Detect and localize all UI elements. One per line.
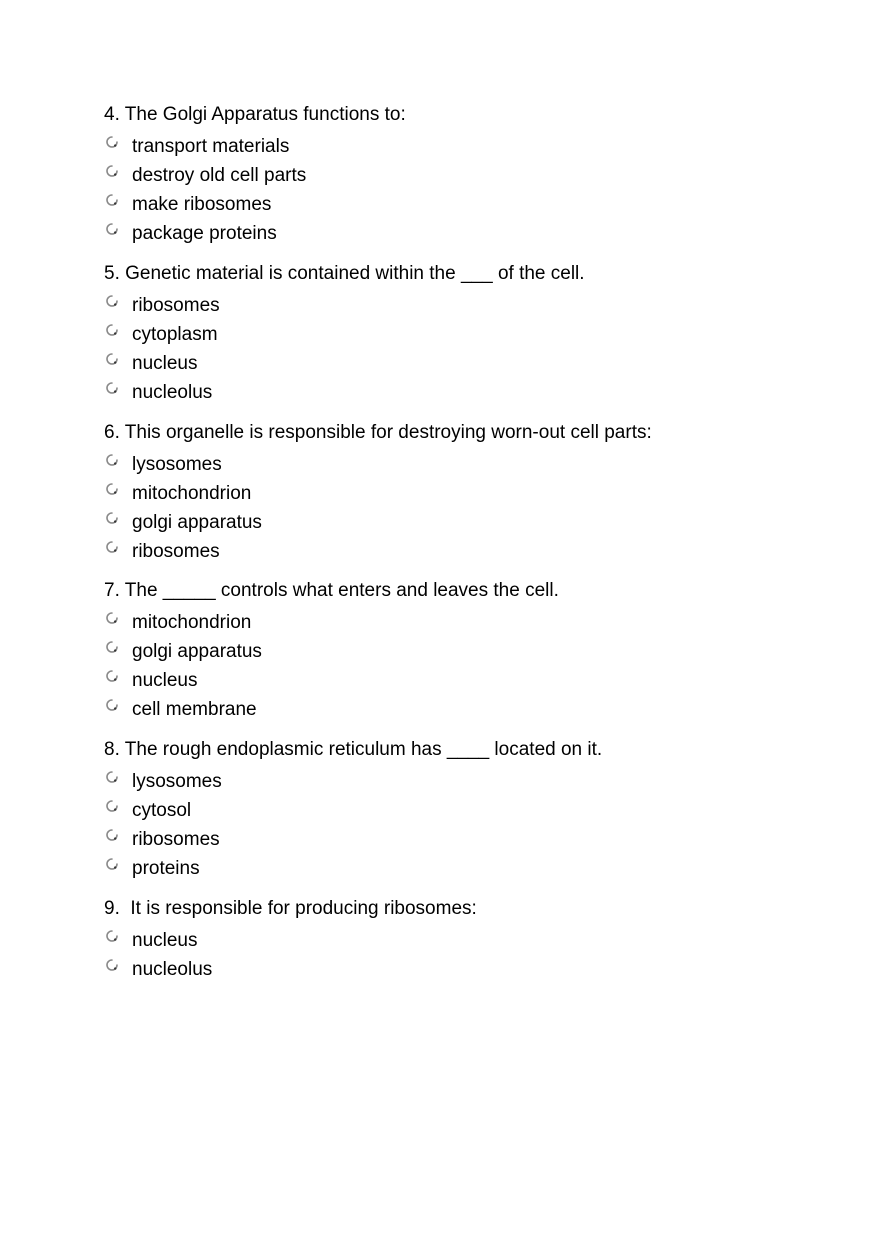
radio-ring-dot bbox=[114, 678, 116, 680]
radio-button-icon[interactable] bbox=[105, 770, 119, 784]
radio-ring-graphic bbox=[105, 294, 119, 308]
radio-button-icon[interactable] bbox=[105, 929, 119, 943]
option-item[interactable] bbox=[104, 537, 824, 566]
radio-ring-graphic bbox=[105, 799, 119, 813]
option-item[interactable] bbox=[104, 132, 824, 161]
question-text: 6. This organelle is responsible for destroying worn-out cell parts: bbox=[104, 422, 652, 443]
radio-button-icon[interactable] bbox=[105, 611, 119, 625]
option-item[interactable] bbox=[104, 508, 824, 537]
option-item[interactable] bbox=[104, 291, 824, 320]
option-label: package proteins bbox=[132, 222, 277, 244]
option-item[interactable] bbox=[104, 608, 824, 637]
question-8 bbox=[104, 738, 824, 883]
option-list bbox=[104, 132, 824, 248]
option-label: ribosomes bbox=[132, 540, 220, 562]
radio-button-icon[interactable] bbox=[105, 799, 119, 813]
radio-ring-dot bbox=[114, 332, 116, 334]
radio-button-icon[interactable] bbox=[105, 193, 119, 207]
option-item[interactable] bbox=[104, 955, 824, 984]
radio-ring-graphic bbox=[105, 381, 119, 395]
radio-ring-dot bbox=[114, 837, 116, 839]
radio-ring-dot bbox=[114, 967, 116, 969]
radio-ring-dot bbox=[114, 808, 116, 810]
radio-button-icon[interactable] bbox=[105, 482, 119, 496]
option-item[interactable] bbox=[104, 767, 824, 796]
radio-button-icon[interactable] bbox=[105, 164, 119, 178]
option-label: destroy old cell parts bbox=[132, 164, 307, 186]
radio-ring-graphic bbox=[105, 135, 119, 149]
question-text: 9. It is responsible for producing ribosomes: bbox=[104, 898, 477, 919]
radio-ring-graphic bbox=[105, 453, 119, 467]
question-text: 8. The rough endoplasmic reticulum has ____ located on it. bbox=[104, 739, 603, 760]
option-label: cytoplasm bbox=[132, 323, 218, 345]
radio-button-icon[interactable] bbox=[105, 958, 119, 972]
option-item[interactable] bbox=[104, 796, 824, 825]
option-item[interactable] bbox=[104, 695, 824, 724]
question-4 bbox=[104, 103, 824, 248]
radio-ring-dot bbox=[114, 303, 116, 305]
option-label: cytosol bbox=[132, 799, 192, 821]
option-item[interactable] bbox=[104, 854, 824, 883]
radio-ring-dot bbox=[114, 462, 116, 464]
option-label: golgi apparatus bbox=[132, 511, 262, 533]
question-text: 7. The _____ controls what enters and leaves the cell. bbox=[104, 580, 559, 601]
radio-button-icon[interactable] bbox=[105, 857, 119, 871]
radio-ring-dot bbox=[114, 866, 116, 868]
option-label: mitochondrion bbox=[132, 482, 252, 504]
question-5 bbox=[104, 262, 824, 407]
radio-button-icon[interactable] bbox=[105, 698, 119, 712]
option-item[interactable] bbox=[104, 219, 824, 248]
option-label: lysosomes bbox=[132, 453, 222, 475]
radio-ring-graphic bbox=[105, 352, 119, 366]
option-list bbox=[104, 767, 824, 883]
option-label: nucleus bbox=[132, 352, 198, 374]
radio-ring-dot bbox=[114, 491, 116, 493]
radio-ring-graphic bbox=[105, 640, 119, 654]
radio-ring-graphic bbox=[105, 482, 119, 496]
radio-button-icon[interactable] bbox=[105, 323, 119, 337]
option-label: nucleus bbox=[132, 929, 198, 951]
option-label: ribosomes bbox=[132, 294, 220, 316]
option-label: lysosomes bbox=[132, 770, 222, 792]
option-item[interactable] bbox=[104, 926, 824, 955]
question-7 bbox=[104, 579, 824, 724]
radio-ring-dot bbox=[114, 938, 116, 940]
option-label: proteins bbox=[132, 857, 200, 879]
radio-ring-graphic bbox=[105, 323, 119, 337]
option-label: ribosomes bbox=[132, 828, 220, 850]
option-list bbox=[104, 291, 824, 407]
radio-ring-graphic bbox=[105, 540, 119, 554]
option-list bbox=[104, 608, 824, 724]
option-item[interactable] bbox=[104, 190, 824, 219]
option-list bbox=[104, 926, 824, 984]
option-item[interactable] bbox=[104, 666, 824, 695]
option-list bbox=[104, 450, 824, 566]
radio-ring-dot bbox=[114, 549, 116, 551]
radio-ring-dot bbox=[114, 202, 116, 204]
radio-button-icon[interactable] bbox=[105, 135, 119, 149]
option-label: golgi apparatus bbox=[132, 640, 262, 662]
option-label: nucleolus bbox=[132, 958, 213, 980]
option-item[interactable] bbox=[104, 349, 824, 378]
radio-button-icon[interactable] bbox=[105, 540, 119, 554]
option-label: transport materials bbox=[132, 135, 290, 157]
option-label: make ribosomes bbox=[132, 193, 272, 215]
question-text: 5. Genetic material is contained within the ___ of the cell. bbox=[104, 263, 585, 284]
radio-ring-dot bbox=[114, 620, 116, 622]
option-item[interactable] bbox=[104, 378, 824, 407]
question-text: 4. The Golgi Apparatus functions to: bbox=[104, 104, 406, 125]
radio-ring-graphic bbox=[105, 698, 119, 712]
radio-ring-graphic bbox=[105, 958, 119, 972]
radio-ring-graphic bbox=[105, 857, 119, 871]
option-item[interactable] bbox=[104, 161, 824, 190]
radio-ring-dot bbox=[114, 707, 116, 709]
radio-ring-dot bbox=[114, 649, 116, 651]
radio-button-icon[interactable] bbox=[105, 222, 119, 236]
radio-button-icon[interactable] bbox=[105, 640, 119, 654]
radio-ring-dot bbox=[114, 144, 116, 146]
radio-ring-dot bbox=[114, 779, 116, 781]
radio-ring-graphic bbox=[105, 770, 119, 784]
radio-button-icon[interactable] bbox=[105, 294, 119, 308]
radio-button-icon[interactable] bbox=[105, 381, 119, 395]
radio-ring-graphic bbox=[105, 164, 119, 178]
option-label: mitochondrion bbox=[132, 611, 252, 633]
radio-button-icon[interactable] bbox=[105, 669, 119, 683]
option-item[interactable] bbox=[104, 825, 824, 854]
question-6 bbox=[104, 421, 824, 566]
radio-ring-graphic bbox=[105, 222, 119, 236]
radio-ring-graphic bbox=[105, 828, 119, 842]
radio-ring-graphic bbox=[105, 929, 119, 943]
radio-ring-graphic bbox=[105, 611, 119, 625]
question-9 bbox=[104, 897, 824, 984]
radio-button-icon[interactable] bbox=[105, 511, 119, 525]
option-item[interactable] bbox=[104, 637, 824, 666]
radio-button-icon[interactable] bbox=[105, 453, 119, 467]
option-label: nucleus bbox=[132, 669, 198, 691]
radio-button-icon[interactable] bbox=[105, 352, 119, 366]
radio-ring-dot bbox=[114, 361, 116, 363]
radio-ring-dot bbox=[114, 520, 116, 522]
option-label: nucleolus bbox=[132, 381, 213, 403]
radio-ring-dot bbox=[114, 231, 116, 233]
radio-button-icon[interactable] bbox=[105, 828, 119, 842]
option-label: cell membrane bbox=[132, 698, 257, 720]
radio-ring-graphic bbox=[105, 511, 119, 525]
option-item[interactable] bbox=[104, 320, 824, 349]
radio-ring-graphic bbox=[105, 669, 119, 683]
radio-ring-dot bbox=[114, 390, 116, 392]
radio-ring-dot bbox=[114, 173, 116, 175]
option-item[interactable] bbox=[104, 479, 824, 508]
radio-ring-graphic bbox=[105, 193, 119, 207]
option-item[interactable] bbox=[104, 450, 824, 479]
